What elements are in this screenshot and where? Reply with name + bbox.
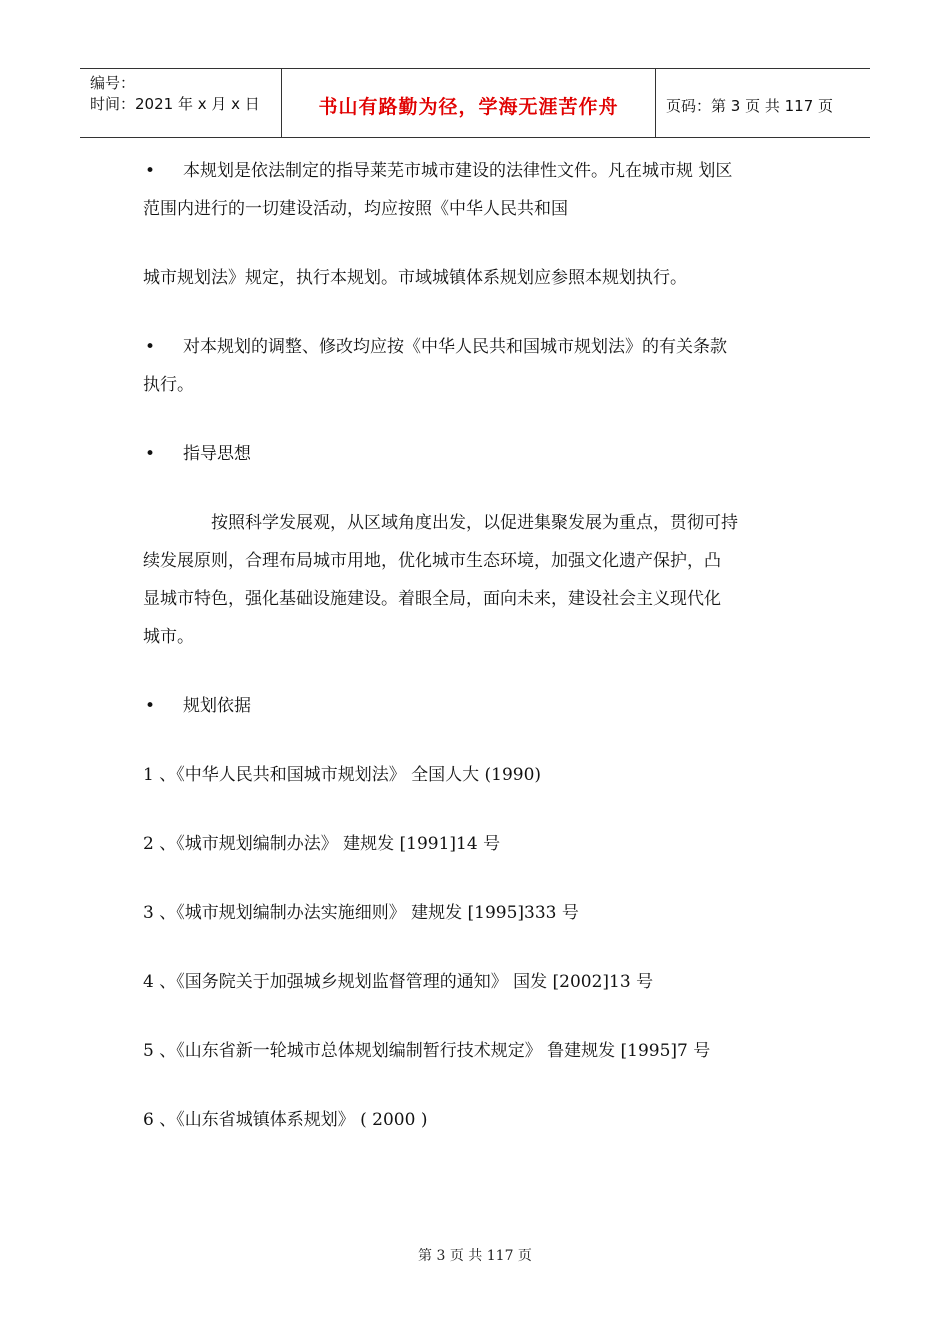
heading-planning-basis — [143, 687, 808, 725]
bullet-icon: • — [145, 696, 156, 716]
heading-2-text: 规划依据 — [183, 696, 251, 716]
header-page-label: 页码：第 3 页 共 117 页 — [666, 96, 834, 115]
number-label: 编号： — [90, 74, 136, 92]
document-body — [143, 152, 808, 1170]
paragraph-3-line-1: 按照科学发展观，从区域角度出发，以促进集聚发展为重点，贯彻可持 — [211, 513, 738, 533]
reference-list — [143, 756, 808, 1139]
paragraph-1 — [143, 152, 808, 190]
bullet-icon: • — [145, 444, 156, 464]
time-label: 时间：2021 年 x 月 x 日 — [90, 95, 260, 113]
paragraph-2-line-2: 执行。 — [143, 375, 194, 395]
reference-item: 1 、《中华人民共和国城市规划法》 全国人大 (1990) — [143, 765, 542, 785]
reference-item: 5 、《山东省新一轮城市总体规划编制暂行技术规定》 鲁建规发 [1995]7 号 — [143, 1041, 711, 1061]
reference-item: 3 、《城市规划编制办法实施细则》 建规发 [1995]333 号 — [143, 903, 579, 923]
header-meta — [80, 69, 282, 137]
paragraph-3-line-4: 城市。 — [143, 627, 194, 647]
page-footer: 第 3 页 共 117 页 — [418, 1248, 532, 1264]
reference-item: 4 、《国务院关于加强城乡规划监督管理的通知》 国发 [2002]13 号 — [143, 972, 654, 992]
page-header — [80, 68, 870, 138]
paragraph-1-line-1: 本规划是依法制定的指导莱芜市城市建设的法律性文件。凡在城市规 划区 — [183, 161, 733, 181]
heading-guiding-principle — [143, 435, 808, 473]
paragraph-3-line-3: 显城市特色，强化基础设施建设。着眼全局，面向未来，建设社会主义现代化 — [143, 589, 721, 609]
reference-item: 2 、《城市规划编制办法》 建规发 [1991]14 号 — [143, 834, 501, 854]
bullet-icon: • — [145, 161, 156, 181]
paragraph-2-line-1: 对本规划的调整、修改均应按《中华人民共和国城市规划法》的有关条款 — [183, 337, 727, 357]
paragraph-1-line-3: 城市规划法》规定，执行本规划。市域城镇体系规划应参照本规划执行。 — [143, 268, 687, 288]
header-motto: 书山有路勤为径，学海无涯苦作舟 — [282, 69, 656, 137]
paragraph-1-line-2: 范围内进行的一切建设活动，均应按照《中华人民共和国 — [143, 199, 568, 219]
paragraph-2 — [143, 328, 808, 366]
paragraph-3-line-2: 续发展原则，合理布局城市用地，优化城市生态环境，加强文化遗产保护，凸 — [143, 551, 721, 571]
reference-item: 6 、《山东省城镇体系规划》 ( 2000 ) — [143, 1110, 428, 1130]
heading-1-text: 指导思想 — [183, 444, 251, 464]
bullet-icon: • — [145, 337, 156, 357]
